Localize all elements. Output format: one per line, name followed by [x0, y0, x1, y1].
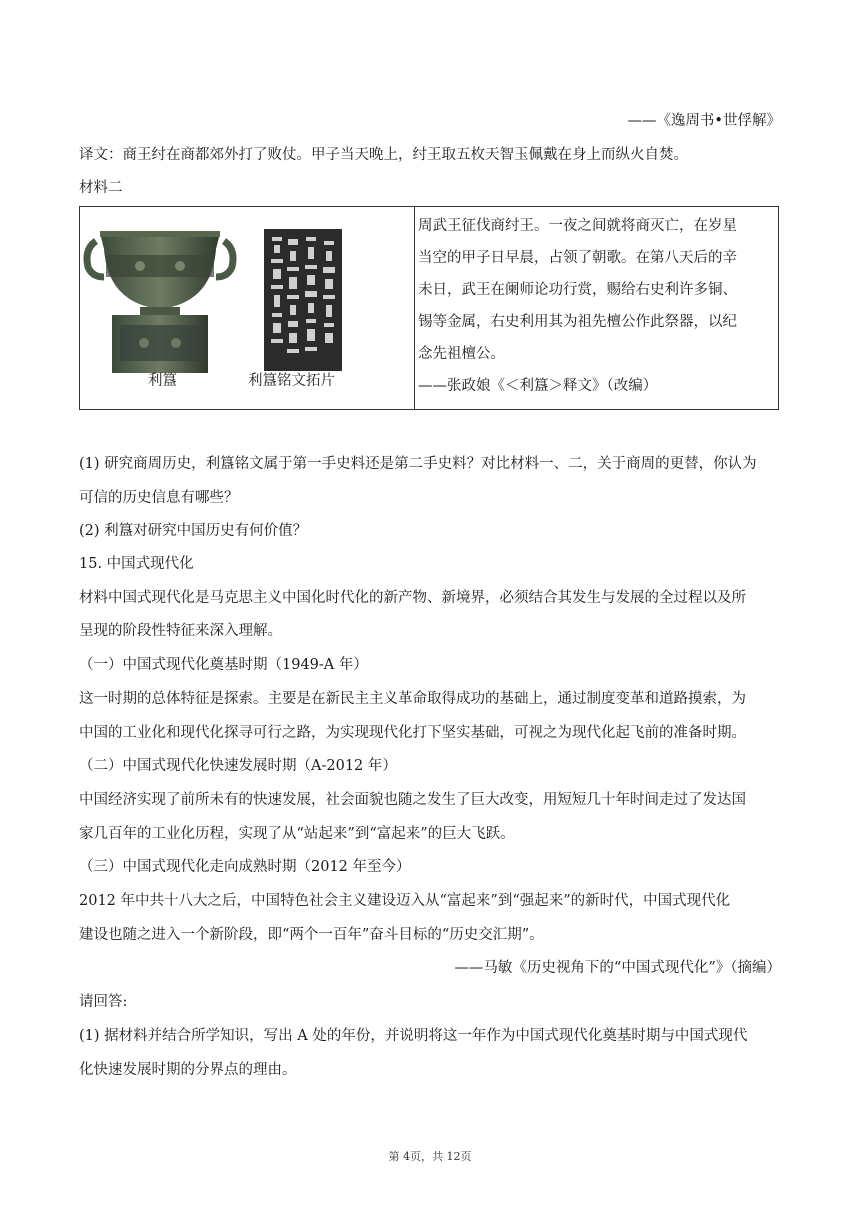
inscription-rubbing-image — [264, 229, 342, 371]
material-text-line: 锡等金属，右史利用其为祖先檀公作此祭器，以纪 — [418, 314, 737, 330]
period-2-title: （二）中国式现代化快速发展时期（A-2012 年） — [79, 758, 397, 774]
source-citation: ——《逸周书•世俘解》 — [627, 113, 781, 129]
period-3-text-cont: 建设也随之进入一个新阶段，即“两个一百年”奋斗目标的“历史交汇期”。 — [79, 927, 544, 943]
period-2-text-cont: 家几百年的工业化历程，实现了从“站起来”到“富起来”的巨大飞跃。 — [79, 826, 515, 842]
period-2-text: 中国经济实现了前所未有的快速发展，社会面貌也随之发生了巨大改变，用短短几十年时间走过了发达国 — [79, 792, 746, 808]
q15-heading: 15. 中国式现代化 — [79, 556, 194, 572]
li-gui-vessel-image — [82, 219, 238, 377]
vessel-caption: 利簋 — [148, 373, 177, 389]
q15-intro: 材料中国式现代化是马克思主义中国化时代化的新产物、新境界，必须结合其发生与发展的全过程以及所 — [79, 590, 746, 606]
material-source: ——张政娘《＜利簋＞释文》（改编） — [418, 378, 658, 394]
q15-source: ——马敏《历史视角下的“中国式现代化”》（摘编） — [454, 960, 781, 976]
q15-question-1: (1) 据材料并结合所学知识，写出 A 处的年份，并说明将这一年作为中国式现代化奠基时期与中国式现代 — [79, 1028, 748, 1044]
material-text-line: 念先祖檀公。 — [418, 346, 505, 362]
material-table — [79, 206, 779, 410]
material-text-line: 未日，武王在阑师论功行赏，赐给右史利许多铜、 — [418, 282, 737, 298]
table-divider — [414, 207, 415, 409]
period-1-text-cont: 中国的工业化和现代化探寻可行之路，为实现现代化打下坚实基础，可视之为现代化起飞前的准备时期。 — [79, 725, 746, 741]
q14-question-2: (2) 利簋对研究中国历史有何价值？ — [79, 523, 308, 539]
period-1-title: （一）中国式现代化奠基时期（1949-A 年） — [79, 657, 368, 673]
q15-question-1-cont: 化快速发展时期的分界点的理由。 — [79, 1062, 297, 1078]
q14-question-1: (1) 研究商周历史，利簋铭文属于第一手史料还是第二手史料？对比材料一、二，关于商周的更替，你认为 — [79, 456, 757, 472]
material-label: 材料二 — [79, 180, 123, 196]
period-3-title: （三）中国式现代化走向成熟时期（2012 年至今） — [79, 859, 411, 875]
q15-intro-cont: 呈现的阶段性特征来深入理解。 — [79, 623, 282, 639]
rubbing-caption: 利簋铭文拓片 — [248, 373, 335, 389]
period-1-text: 这一时期的总体特征是探索。主要是在新民主主义革命取得成功的基础上，通过制度变革和道路摸索，为 — [79, 691, 746, 707]
material-text-line: 周武王征伐商纣王。一夜之间就将商灭亡，在岁星 — [418, 218, 737, 234]
q14-question-1-cont: 可信的历史信息有哪些？ — [79, 490, 239, 506]
translation-text: 译文：商王纣在商都郊外打了败仗。甲子当天晚上，纣王取五枚天智玉佩戴在身上而纵火自焚。 — [79, 147, 688, 163]
material-text-line: 当空的甲子日早晨，占领了朝歌。在第八天后的辛 — [418, 250, 737, 266]
page-number: 第 4页，共 12页 — [388, 1150, 472, 1163]
q15-prompt: 请回答: — [79, 994, 128, 1010]
period-3-text: 2012 年中共十八大之后，中国特色社会主义建设迈入从“富起来”到“强起来”的新时代，中国式现代化 — [79, 893, 731, 909]
